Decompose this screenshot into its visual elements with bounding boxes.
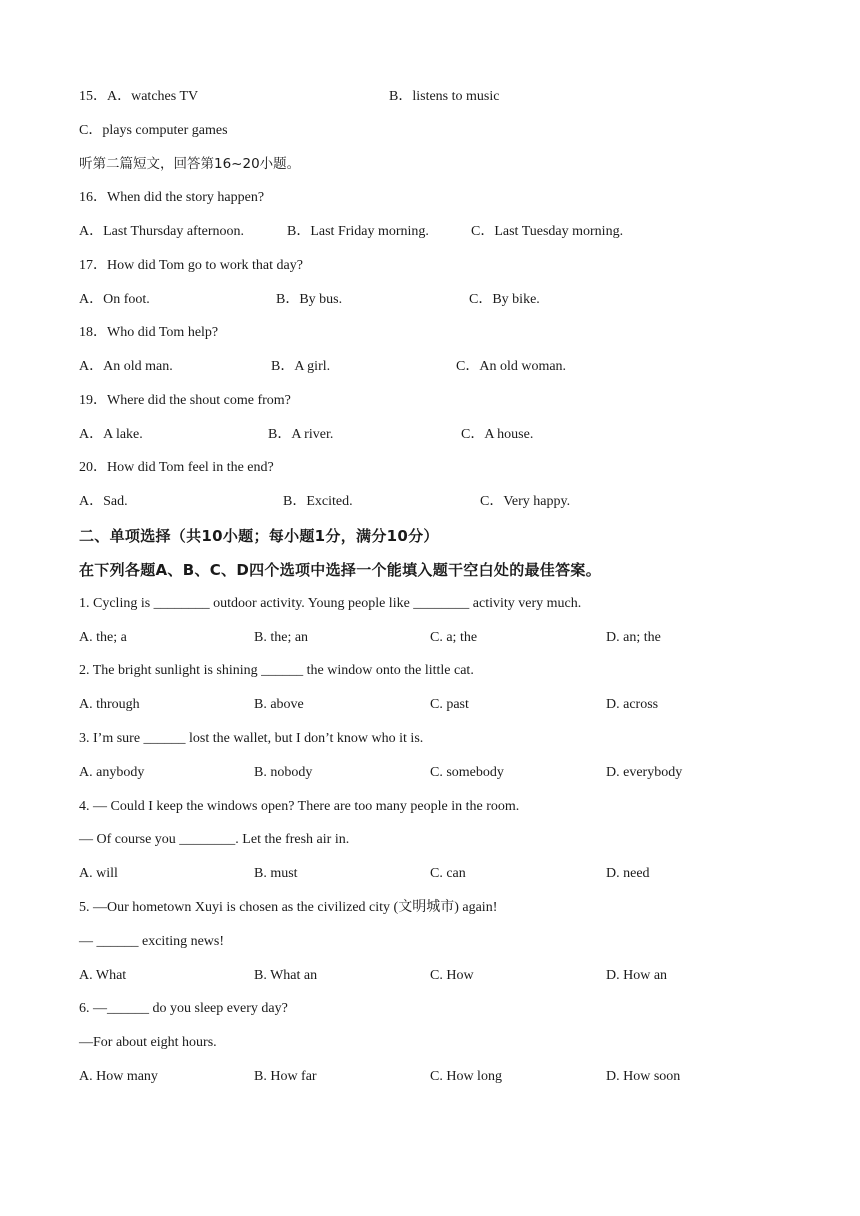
mc-q5-reply: — ______ exciting news! xyxy=(79,934,225,949)
mc-q1-option-c: C. a; the xyxy=(430,630,478,645)
q19-option-a: A．A lake. xyxy=(79,427,143,442)
mc-q1-option-b: B. the; an xyxy=(254,630,309,645)
mc-q4-option-a: A. will xyxy=(79,866,118,881)
mc-q5-question: 5. —Our hometown Xuyi is chosen as the civilized city (文明城市) again! xyxy=(79,900,498,915)
mc-q4-option-b: B. must xyxy=(254,866,298,881)
section2-heading: 二、单项选择（共10小题；每小题1分，满分10分） xyxy=(79,527,439,545)
q19-option-c: C．A house. xyxy=(461,427,534,442)
mc-q6-option-d: D. How soon xyxy=(606,1069,681,1084)
mc-q6-option-a: A. How many xyxy=(79,1069,158,1084)
q16-option-c: C．Last Tuesday morning. xyxy=(471,224,624,239)
mc-q5-option-d: D. How an xyxy=(606,968,668,983)
mc-q3-option-c: C. somebody xyxy=(430,765,504,780)
mc-q2-option-a: A. through xyxy=(79,697,140,712)
q17-question: 17．How did Tom go to work that day? xyxy=(79,258,303,273)
mc-q5-option-b: B. What an xyxy=(254,968,318,983)
mc-q3-option-a: A. anybody xyxy=(79,765,145,780)
mc-q2-option-b: B. above xyxy=(254,697,304,712)
mc-q1-question: 1. Cycling is ________ outdoor activity. Young people like ________ activity very much. xyxy=(79,596,582,611)
mc-q2-question: 2. The bright sunlight is shining ______ the window onto the little cat. xyxy=(79,663,474,678)
q15-option-a: 15．A．watches TV xyxy=(79,89,199,104)
section2-instruction: 在下列各题A、B、C、D四个选项中选择一个能填入题干空白处的最佳答案。 xyxy=(79,561,602,579)
mc-q4-option-d: D. need xyxy=(606,866,650,881)
mc-q6-reply: —For about eight hours. xyxy=(79,1035,217,1050)
mc-q4-question: 4. — Could I keep the windows open? There are too many people in the room. xyxy=(79,799,520,814)
q15-option-c: C．plays computer games xyxy=(79,123,228,138)
mc-q6-option-b: B. How far xyxy=(254,1069,317,1084)
mc-q2-option-d: D. across xyxy=(606,697,659,712)
mc-q5-option-c: C. How xyxy=(430,968,474,983)
q20-option-a: A．Sad. xyxy=(79,494,128,509)
q17-option-b: B．By bus. xyxy=(276,292,343,307)
q18-question: 18．Who did Tom help? xyxy=(79,325,219,340)
q15-option-b: B．listens to music xyxy=(389,89,500,104)
q16-option-b: B．Last Friday morning. xyxy=(287,224,429,239)
mc-q3-question: 3. I’m sure ______ lost the wallet, but I don’t know who it is. xyxy=(79,731,424,746)
q18-option-b: B．A girl. xyxy=(271,359,331,374)
mc-q3-option-b: B. nobody xyxy=(254,765,313,780)
mc-q1-option-a: A. the; a xyxy=(79,630,127,645)
q20-option-c: C．Very happy. xyxy=(480,494,571,509)
mc-q5-option-a: A. What xyxy=(79,968,127,983)
mc-q3-option-d: D. everybody xyxy=(606,765,683,780)
mc-q6-question: 6. —______ do you sleep every day? xyxy=(79,1001,288,1016)
q19-option-b: B．A river. xyxy=(268,427,334,442)
mc-q4-reply: — Of course you ________. Let the fresh air in. xyxy=(79,832,350,847)
q17-option-c: C．By bike. xyxy=(469,292,540,307)
q17-option-a: A．On foot. xyxy=(79,292,150,307)
passage2-instruction: 听第二篇短文，回答第16~20小题。 xyxy=(79,156,301,172)
q16-question: 16．When did the story happen? xyxy=(79,190,265,205)
q19-question: 19．Where did the shout come from? xyxy=(79,393,291,408)
q16-option-a: A．Last Thursday afternoon. xyxy=(79,224,244,239)
mc-q4-option-c: C. can xyxy=(430,866,466,881)
mc-q1-option-d: D. an; the xyxy=(606,630,661,645)
q18-option-a: A．An old man. xyxy=(79,359,173,374)
mc-q6-option-c: C. How long xyxy=(430,1069,502,1084)
q18-option-c: C．An old woman. xyxy=(456,359,567,374)
mc-q2-option-c: C. past xyxy=(430,697,469,712)
q20-question: 20．How did Tom feel in the end? xyxy=(79,460,274,475)
q20-option-b: B．Excited. xyxy=(283,494,353,509)
